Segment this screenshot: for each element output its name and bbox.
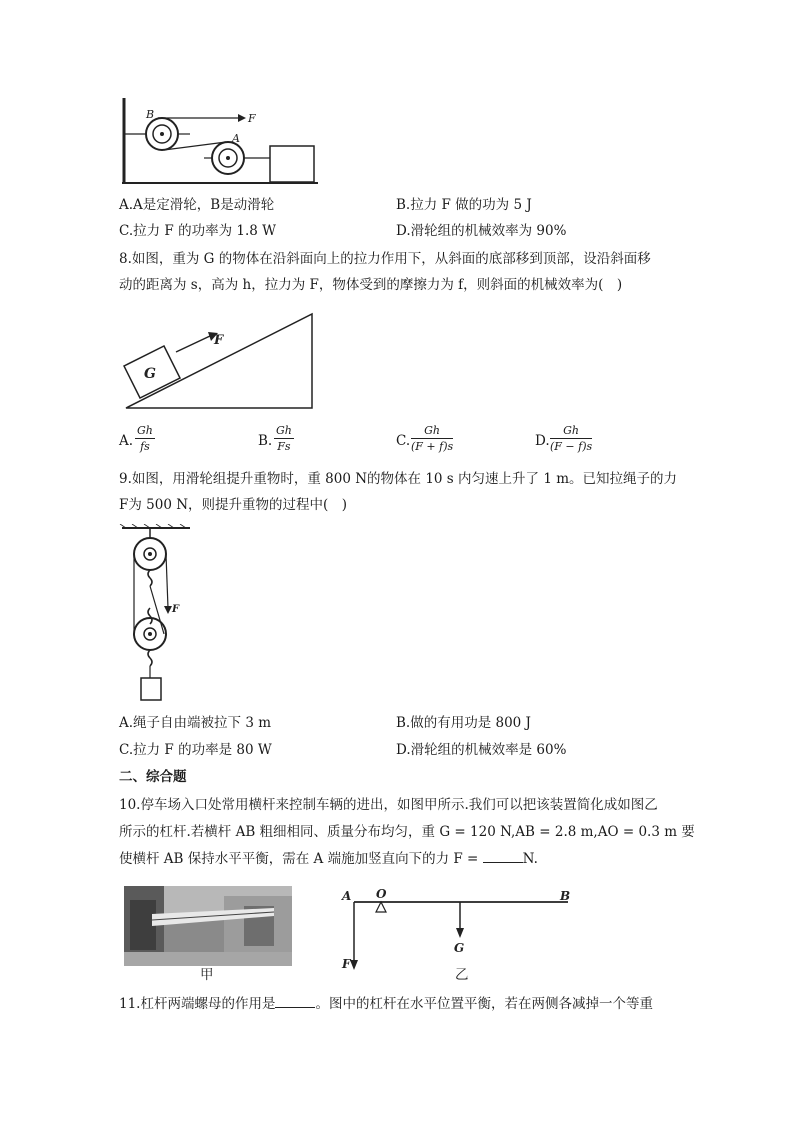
q8-option-D-letter: D.: [535, 433, 550, 449]
q10-line3: [119, 850, 538, 868]
q10-caption-yi: 乙: [455, 967, 469, 983]
q10-label-G: G: [454, 941, 465, 955]
q7-label-B: B: [146, 108, 155, 121]
q11-line1-text-b: 。图中的杠杆在水平位置平衡，若在两侧各减掉一个等重: [315, 996, 653, 1012]
q11-line1: [119, 995, 653, 1013]
q8-option-D-den: (F − f)s: [550, 440, 593, 453]
q8-option-B-fraction: [274, 424, 294, 453]
q9-option-C: C.拉力 F 的功率是 80 W: [119, 742, 272, 758]
section-heading: 二、综合题: [119, 769, 187, 785]
q10-photo-jia: [124, 886, 292, 966]
q8-label-F: F: [214, 333, 224, 348]
q9-stem-line1: 9.如图，用滑轮组提升重物时，重 800 N的物体在 10 s 内匀速上升了 1 m。已知拉绳子的力: [119, 471, 677, 487]
q8-option-A-letter: A.: [119, 433, 134, 449]
q8-incline-figure: [118, 308, 318, 412]
q9-option-B: B.做的有用功是 800 J: [396, 715, 531, 731]
q11-line1-text-a: 11.杠杆两端螺母的作用是: [119, 996, 276, 1012]
q8-option-A-fraction: [135, 424, 155, 453]
q9-pulley-figure: [118, 524, 198, 706]
q8-option-B-letter: B.: [258, 433, 273, 449]
q10-answer-blank[interactable]: [483, 850, 523, 863]
q8-option-D-num: Gh: [550, 424, 592, 439]
q9-option-A: A.绳子自由端被拉下 3 m: [119, 715, 272, 731]
q10-label-F: F: [342, 957, 351, 971]
q7-pulley-figure: [118, 96, 328, 188]
q10-label-A: A: [342, 889, 352, 903]
q10-line2: 所示的杠杆.若横杆 AB 粗细相同、质量分布均匀，重 G = 120 N,AB = 2.8 m,AO = 0.3 m 要: [119, 824, 695, 840]
q8-option-C-fraction: [411, 424, 453, 453]
q10-label-B: B: [560, 889, 571, 903]
q8-option-A-num: Gh: [137, 424, 153, 437]
q9-option-D: D.滑轮组的机械效率是 60%: [396, 742, 567, 758]
q7-option-D: D.滑轮组的机械效率为 90%: [396, 223, 567, 239]
q7-label-F: F: [248, 112, 256, 125]
q8-option-A-den: fs: [140, 440, 150, 453]
q7-option-A: A.A是定滑轮，B是动滑轮: [119, 197, 275, 213]
q10-label-O: O: [376, 887, 387, 901]
q8-stem-line2: 动的距离为 s，高为 h，拉力为 F，物体受到的摩擦力为 f，则斜面的机械效率为( ): [119, 277, 623, 293]
q8-option-B-num: Gh: [276, 424, 292, 437]
q8-option-B-den: Fs: [277, 440, 291, 453]
q10-caption-jia: 甲: [200, 967, 214, 983]
q7-label-A: A: [232, 132, 240, 145]
q10-line1: 10.停车场入口处常用横杆来控制车辆的进出，如图甲所示.我们可以把该装置简化成如图乙: [119, 797, 658, 813]
q8-option-C-den: (F + f)s: [411, 440, 454, 453]
q7-option-B: B.拉力 F 做的功为 5 J: [396, 197, 532, 213]
q9-label-F: F: [172, 604, 180, 615]
q9-stem-line2: F为 500 N，则提升重物的过程中( ): [119, 497, 348, 513]
q8-option-C-letter: C.: [396, 433, 411, 449]
q8-label-G: G: [144, 366, 156, 382]
q8-option-C-num: Gh: [411, 424, 453, 439]
q10-line3-unit: N.: [522, 851, 538, 867]
q8-stem-line1: 8.如图，重为 G 的物体在沿斜面向上的拉力作用下，从斜面的底部移到顶部，设沿斜面移: [119, 251, 651, 267]
q7-option-C: C.拉力 F 的功率为 1.8 W: [119, 223, 277, 239]
q11-answer-blank[interactable]: [275, 995, 315, 1008]
q10-line3-text: 使横杆 AB 保持水平平衡，需在 A 端施加竖直向下的力 F =: [119, 851, 483, 867]
q8-option-D-fraction: [550, 424, 592, 453]
